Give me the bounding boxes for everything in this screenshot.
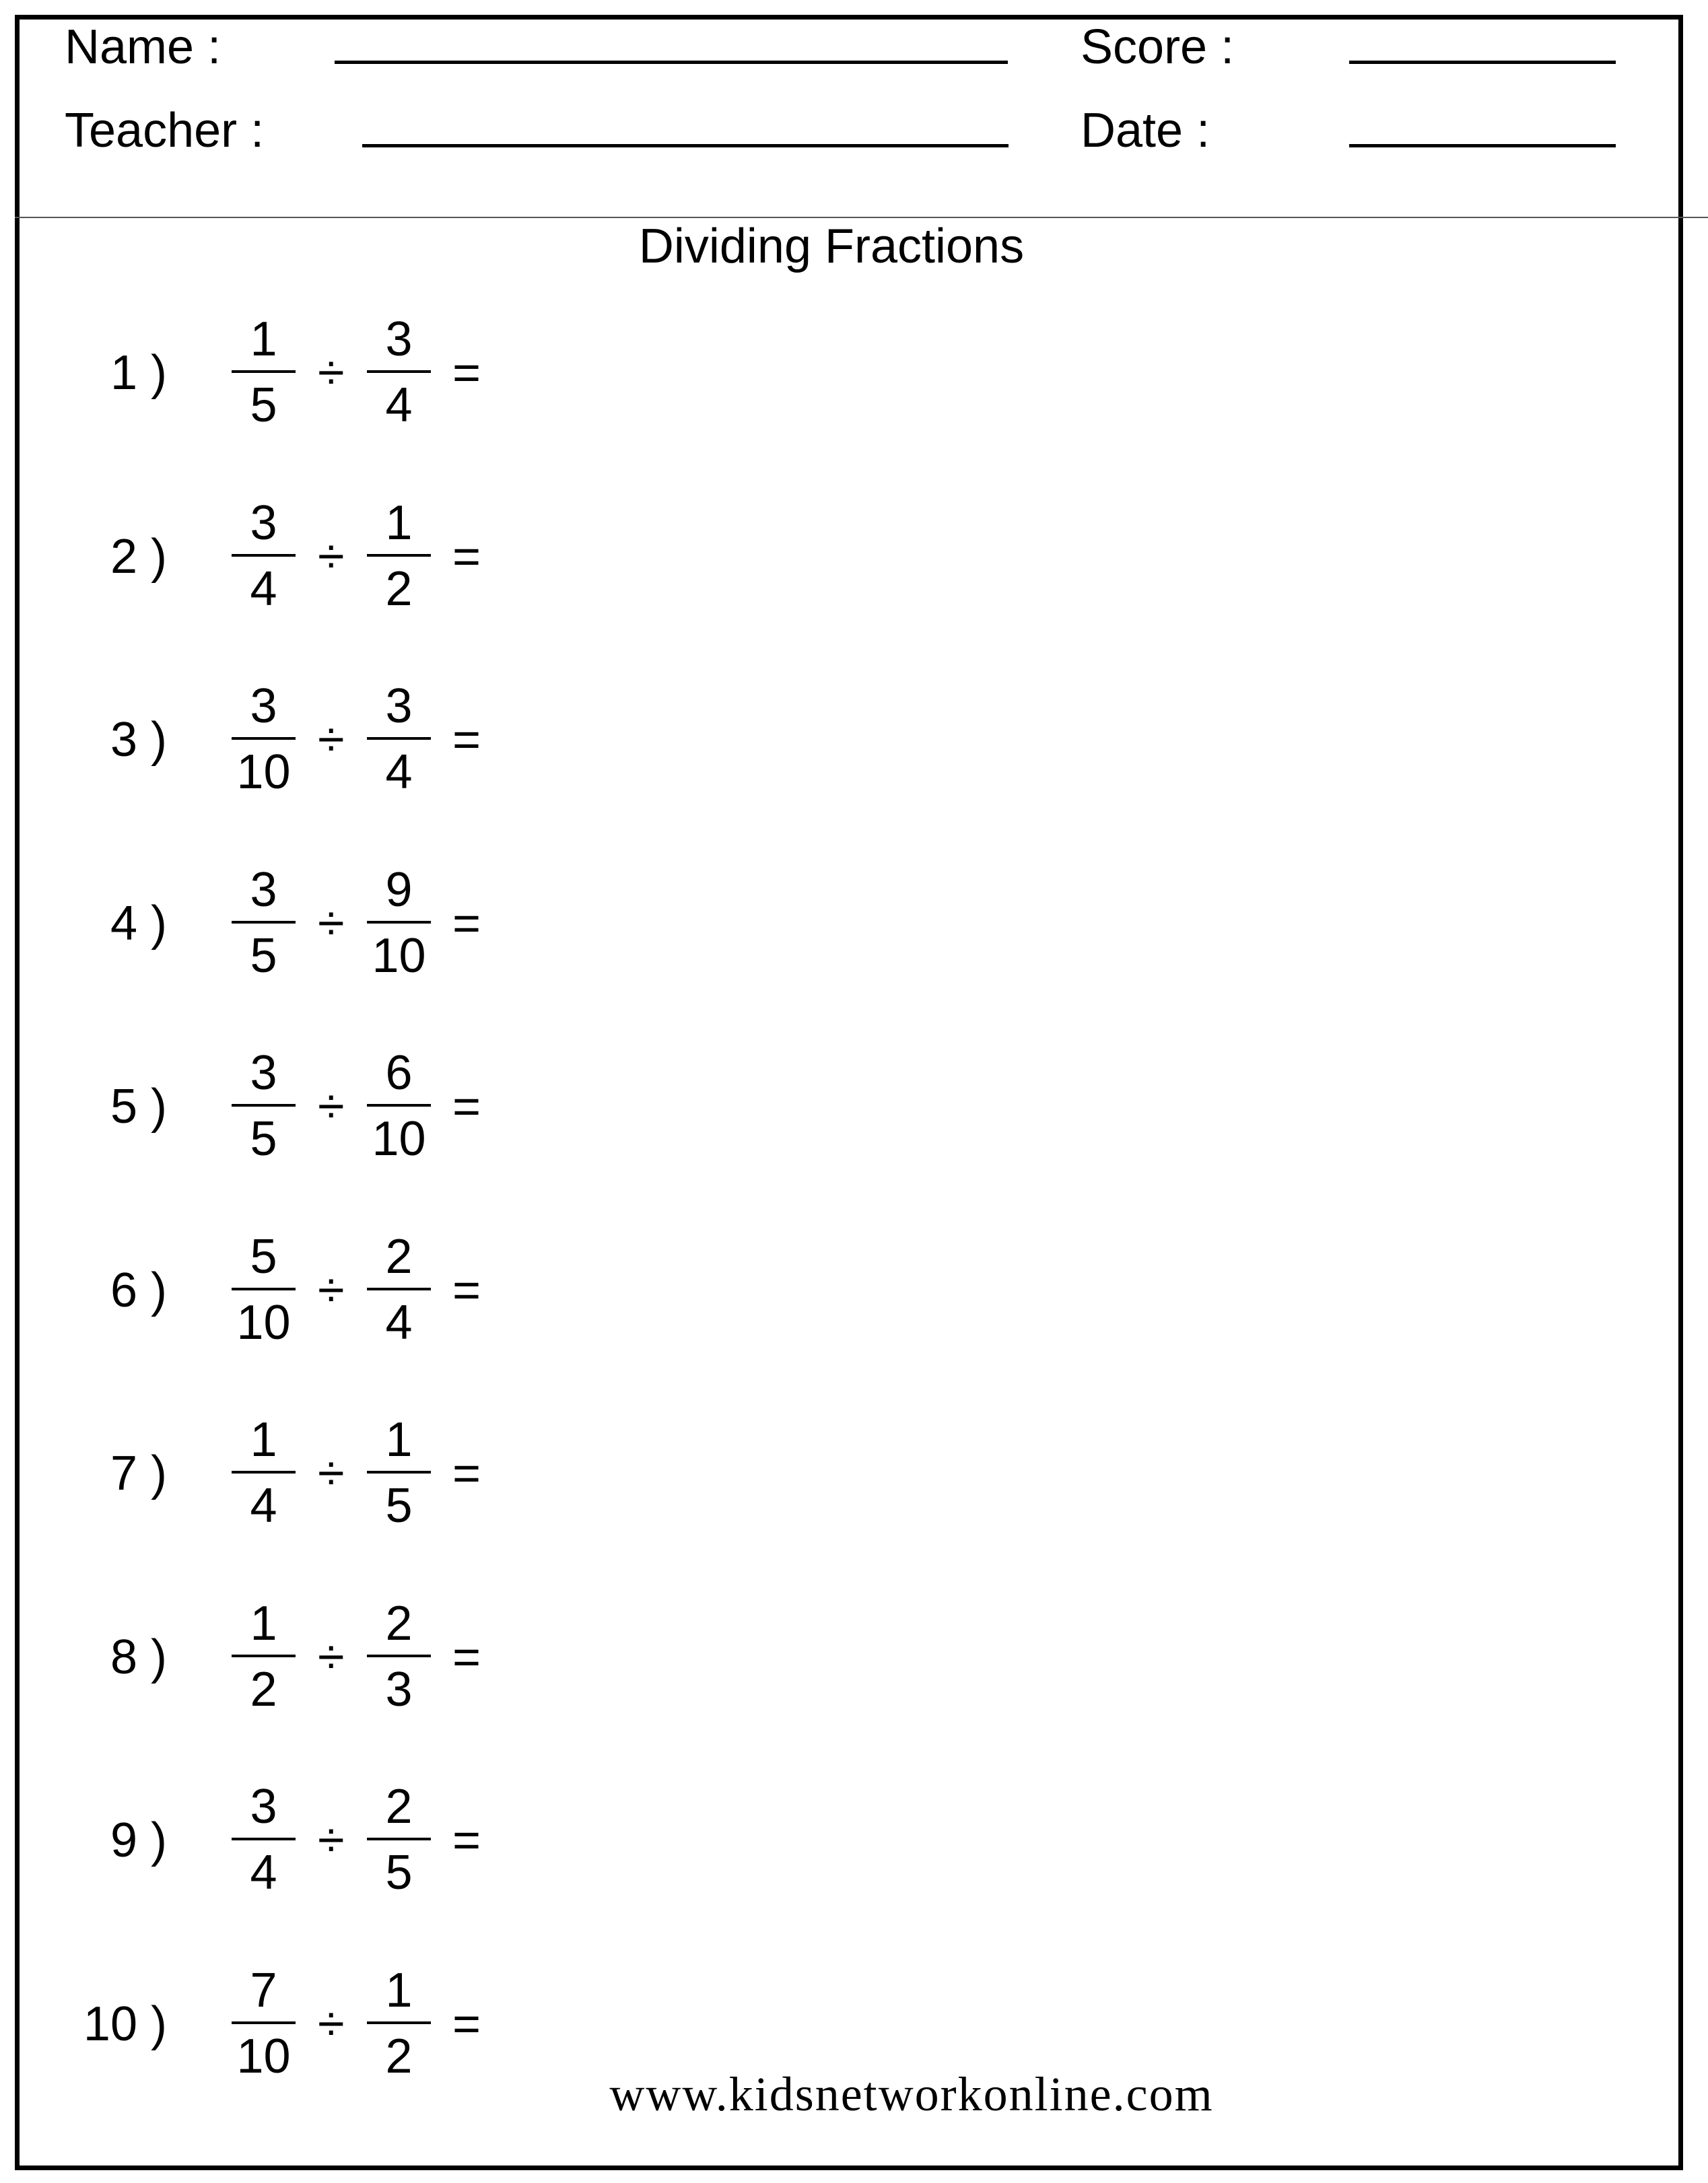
fraction-b [367,675,431,810]
problem-row [0,308,512,443]
problem-number: 3 ) [110,713,167,767]
numerator: 1 [385,1413,413,1467]
denominator: 2 [385,2030,413,2083]
problem-number: 5 ) [110,1080,167,1134]
page-title: Dividing Fractions [638,219,1025,273]
denominator: 10 [372,1112,426,1166]
fraction-b [367,859,431,994]
denominator: 3 [385,1663,413,1717]
numerator: 1 [385,1964,413,2017]
problem-row [0,859,512,994]
problem-row [0,1593,512,1727]
denominator: 4 [385,378,413,432]
fraction-b [367,308,431,443]
denominator: 5 [385,1846,413,1900]
denominator: 5 [385,1479,413,1533]
fraction-a [232,492,296,627]
problem-number: 6 ) [110,1263,167,1317]
divide-sign: ÷ [318,530,345,584]
fraction-bar [232,1104,296,1107]
fraction-a [232,859,296,994]
fraction-bar [232,2021,296,2024]
equals-sign: = [452,346,481,400]
denominator: 10 [236,2030,291,2083]
fraction-bar [232,370,296,373]
numerator: 1 [250,1413,277,1467]
problem-row [0,1042,512,1177]
fraction-b [367,1042,431,1177]
numerator: 1 [250,312,277,366]
fraction-bar [367,1288,431,1290]
equals-sign: = [452,897,481,950]
fraction-bar [232,1288,296,1290]
fraction-bar [367,370,431,373]
fraction-bar [232,737,296,740]
problem-number: 8 ) [110,1630,167,1684]
numerator: 3 [250,1046,277,1100]
numerator: 3 [250,1780,277,1834]
equals-sign: = [452,1630,481,1684]
fraction-bar [367,1655,431,1657]
fraction-a [232,1042,296,1177]
fraction-bar [367,921,431,924]
fraction-a [232,1226,296,1360]
problem-number: 4 ) [110,897,167,950]
problem-row [0,675,512,810]
denominator: 5 [250,1112,277,1166]
score-line[interactable] [1349,61,1616,64]
divide-sign: ÷ [318,713,345,767]
header-divider [15,217,1708,218]
problem-number: 2 ) [110,530,167,584]
equals-sign: = [452,530,481,584]
teacher-line[interactable] [362,144,1009,147]
equals-sign: = [452,713,481,767]
fraction-bar [367,2021,431,2024]
denominator: 5 [250,929,277,983]
denominator: 10 [236,1296,291,1350]
fraction-a [232,675,296,810]
equals-sign: = [452,1080,481,1134]
date-line[interactable] [1349,144,1616,147]
denominator: 4 [250,562,277,616]
fraction-bar [232,554,296,557]
denominator: 5 [250,378,277,432]
divide-sign: ÷ [318,1630,345,1684]
divide-sign: ÷ [318,897,345,950]
fraction-b [367,1409,431,1544]
score-label: Score : [1081,20,1235,74]
equals-sign: = [452,1263,481,1317]
fraction-b [367,1226,431,1360]
numerator: 7 [250,1964,277,2017]
divide-sign: ÷ [318,346,345,400]
fraction-a [232,308,296,443]
numerator: 2 [385,1597,413,1651]
fraction-b [367,492,431,627]
denominator: 4 [385,745,413,799]
fraction-a [232,1409,296,1544]
fraction-bar [232,1655,296,1657]
footer-url: www.kidsnetworkonline.com [609,2067,1214,2121]
denominator: 4 [250,1846,277,1900]
divide-sign: ÷ [318,1447,345,1500]
divide-sign: ÷ [318,1997,345,2051]
fraction-bar [367,554,431,557]
fraction-a [232,1593,296,1727]
problem-number: 1 ) [110,346,167,400]
numerator: 3 [250,863,277,917]
problem-row [0,1776,512,1910]
date-label: Date : [1081,104,1210,158]
denominator: 4 [250,1479,277,1533]
fraction-bar [367,1104,431,1107]
denominator: 2 [250,1663,277,1717]
fraction-b [367,1776,431,1910]
numerator: 9 [385,863,413,917]
problem-number: 7 ) [110,1447,167,1500]
fraction-bar [367,737,431,740]
numerator: 3 [250,679,277,733]
fraction-b [367,1593,431,1727]
numerator: 1 [250,1597,277,1651]
fraction-bar [232,1471,296,1474]
equals-sign: = [452,1813,481,1867]
equals-sign: = [452,1447,481,1500]
fraction-bar [232,921,296,924]
divide-sign: ÷ [318,1080,345,1134]
fraction-bar [367,1471,431,1474]
numerator: 3 [385,679,413,733]
numerator: 5 [250,1230,277,1284]
problem-row [0,1226,512,1360]
teacher-label: Teacher : [65,104,265,158]
numerator: 3 [250,496,277,550]
problem-number: 9 ) [110,1813,167,1867]
numerator: 6 [385,1046,413,1100]
fraction-a [232,1776,296,1910]
denominator: 10 [236,745,291,799]
equals-sign: = [452,1997,481,2051]
denominator: 2 [385,562,413,616]
fraction-bar [232,1838,296,1840]
denominator: 4 [385,1296,413,1350]
numerator: 2 [385,1230,413,1284]
divide-sign: ÷ [318,1813,345,1867]
numerator: 3 [385,312,413,366]
name-label: Name : [65,20,221,74]
problem-row [0,492,512,627]
numerator: 1 [385,496,413,550]
denominator: 10 [372,929,426,983]
fraction-bar [367,1838,431,1840]
numerator: 2 [385,1780,413,1834]
problem-number: 10 ) [83,1997,167,2051]
name-line[interactable] [335,61,1008,64]
divide-sign: ÷ [318,1263,345,1317]
problem-row [0,1409,512,1544]
